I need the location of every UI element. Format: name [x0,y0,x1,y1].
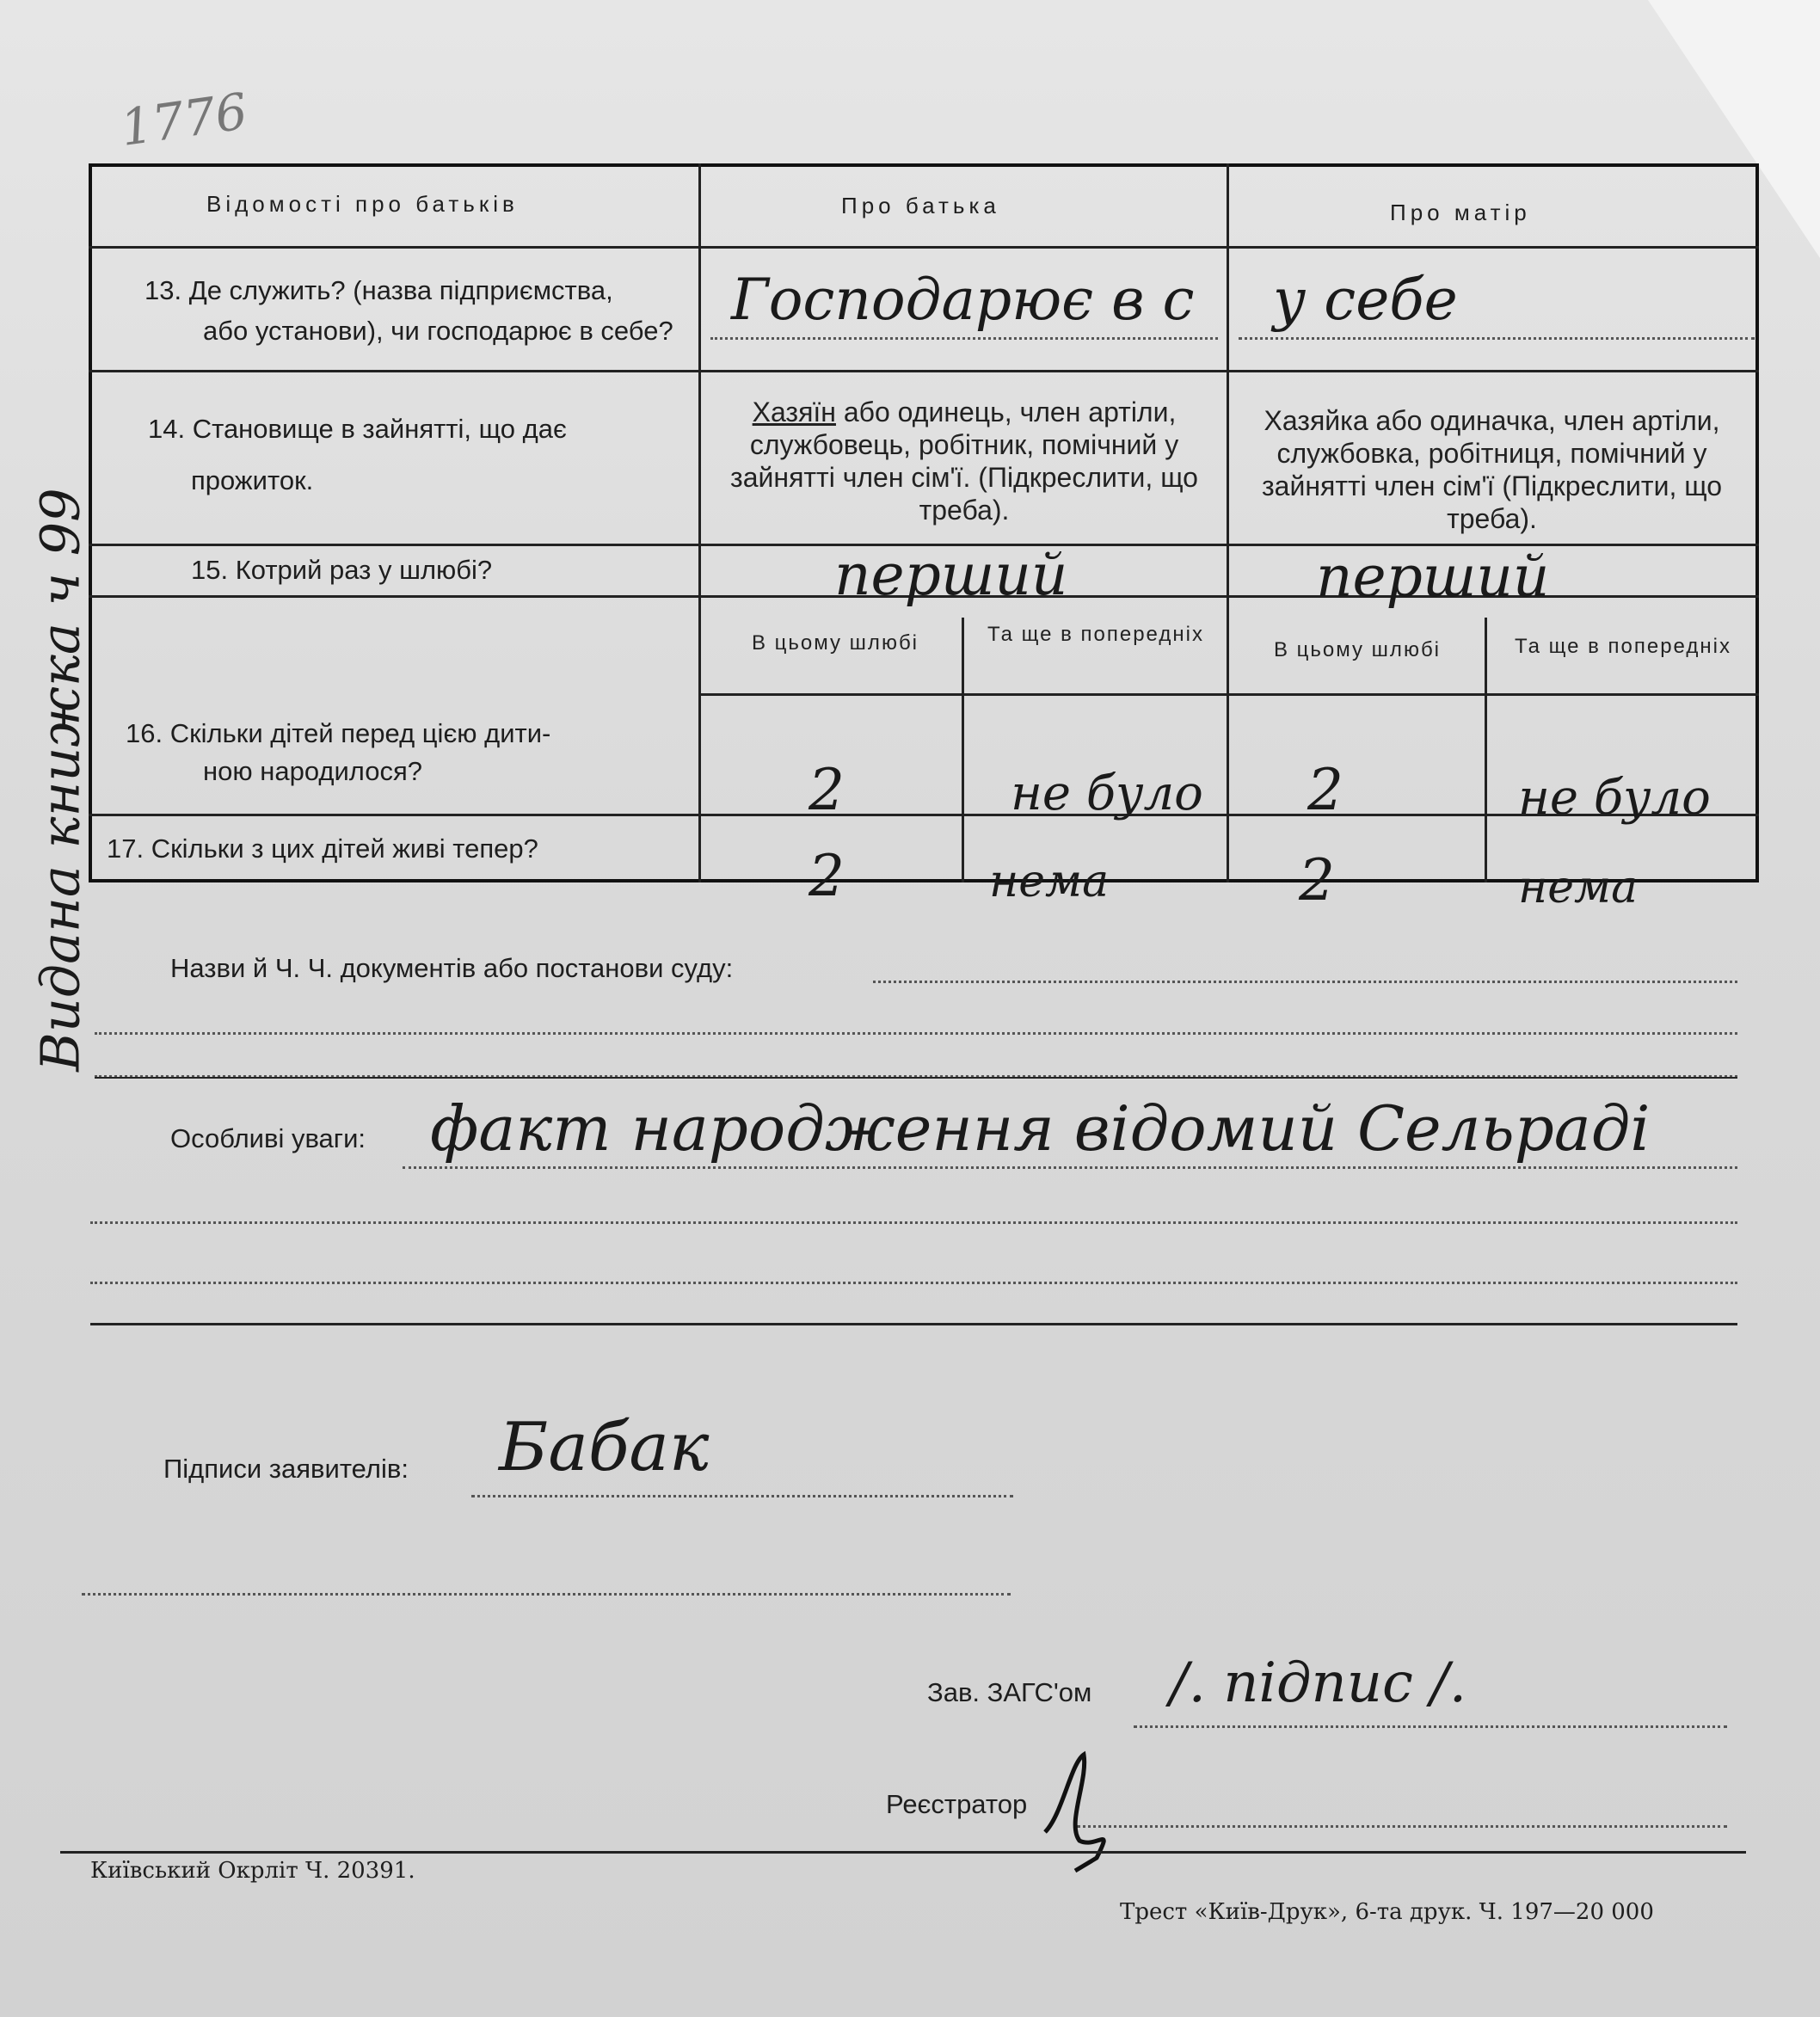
header-mother: Про матір [1390,200,1531,225]
q17-father-this: 2 [809,843,845,909]
q13-mother-line [1239,337,1755,340]
registrar-signature-mark [1036,1746,1122,1875]
col-divider-1 [698,163,701,882]
docs-line-1 [873,981,1737,983]
signatures-value: Бабак [499,1409,710,1486]
remarks-value: факт народження відомий Сельраді [430,1092,1651,1165]
q17-mother-previous: нема [1518,862,1639,913]
q15-father-answer: перший [834,542,1068,608]
q13-mother-answer: у себе [1273,267,1458,333]
q14-line1: 14. Становище в зайнятті, що дає [148,414,567,444]
header-father: Про батька [841,193,1000,218]
q14-father-selected: Хазяїн [752,397,836,427]
q13-line1: 13. Де служить? (назва підприємства, [144,275,613,305]
q16-mother-previous: не було [1518,770,1711,826]
docs-rule [95,1077,1737,1079]
q14-line2: прожиток. [191,465,314,495]
sub-header-this-marriage-mother: В цьому шлюбі [1273,638,1442,661]
margin-note: Видана книжка ч 99 [28,488,92,1072]
signatures-line-1 [471,1495,1013,1497]
docs-line-2 [95,1032,1737,1035]
q16-father-this: 2 [809,757,845,823]
registrar-line [1077,1825,1727,1828]
q14-father-options [719,396,1209,526]
signatures-line-2 [82,1593,1011,1596]
q15-label: 15. Котрий раз у шлюбі? [191,555,493,585]
remarks-line-2 [90,1221,1737,1224]
q16-mother-this: 2 [1307,757,1343,823]
q17-label: 17. Скільки з цих дітей живі тепер? [107,833,538,864]
footer-left: Київський Окрліт Ч. 20391. [90,1858,415,1884]
footer-right: Трест «Київ-Друк», 6-та друк. Ч. 197—20 000 [1120,1899,1654,1925]
remarks-rule [90,1323,1737,1325]
registry-head-label: Зав. ЗАГС'ом [927,1677,1092,1707]
signatures-label: Підписи заявителів: [163,1454,409,1484]
q15-mother-answer: перший [1316,544,1550,610]
q16-father-previous: не було [1011,766,1203,821]
q13-father-line [710,337,1218,340]
archive-number: 1776 [116,82,251,157]
q13-father-answer: Господарює в с [731,267,1195,333]
registrar-label: Реєстратор [886,1789,1028,1819]
header-parents-info: Відомості про батьків [206,191,519,217]
remarks-label: Особливі уваги: [170,1123,366,1153]
registry-head-line [1134,1725,1727,1728]
sub-header-this-marriage-father: В цьому шлюбі [751,631,919,655]
row-divider-header [89,246,1759,249]
sub-divider-father [962,618,964,882]
q16-line2: ною народилося? [203,756,422,786]
remarks-line-1 [403,1166,1737,1169]
q13-line2: або установи), чи господарює в себе? [203,316,673,346]
sub-divider-mother [1485,618,1487,882]
q14-father-text: або одинець, член артіли, службовець, робітник, помічний у зайнятті член сім'ї. (Підкреслити, що треба). [730,397,1198,526]
q16-line1: 16. Скільки дітей перед цією дити- [126,718,551,748]
docs-label: Назви й Ч. Ч. документів або постанови суду: [170,953,734,983]
footer-rule [60,1851,1746,1854]
sub-header-divider [698,693,1759,696]
q14-mother-options: Хазяйка або одиначка, член артіли, службовка, робітниця, помічний у зайнятті член сім'ї (Підкреслити, що треба). [1261,405,1722,534]
row-divider-13 [89,370,1759,372]
q17-father-previous: нема [989,856,1110,907]
row-divider-16 [89,814,1759,816]
remarks-line-3 [90,1282,1737,1284]
registry-head-value: /. підпис /. [1170,1651,1467,1715]
sub-header-previous-mother: Та ще в попередніх [1515,635,1731,658]
col-divider-2 [1227,163,1229,882]
sub-header-previous-father: Та ще в попередніх [987,623,1204,646]
q17-mother-this: 2 [1299,847,1335,913]
